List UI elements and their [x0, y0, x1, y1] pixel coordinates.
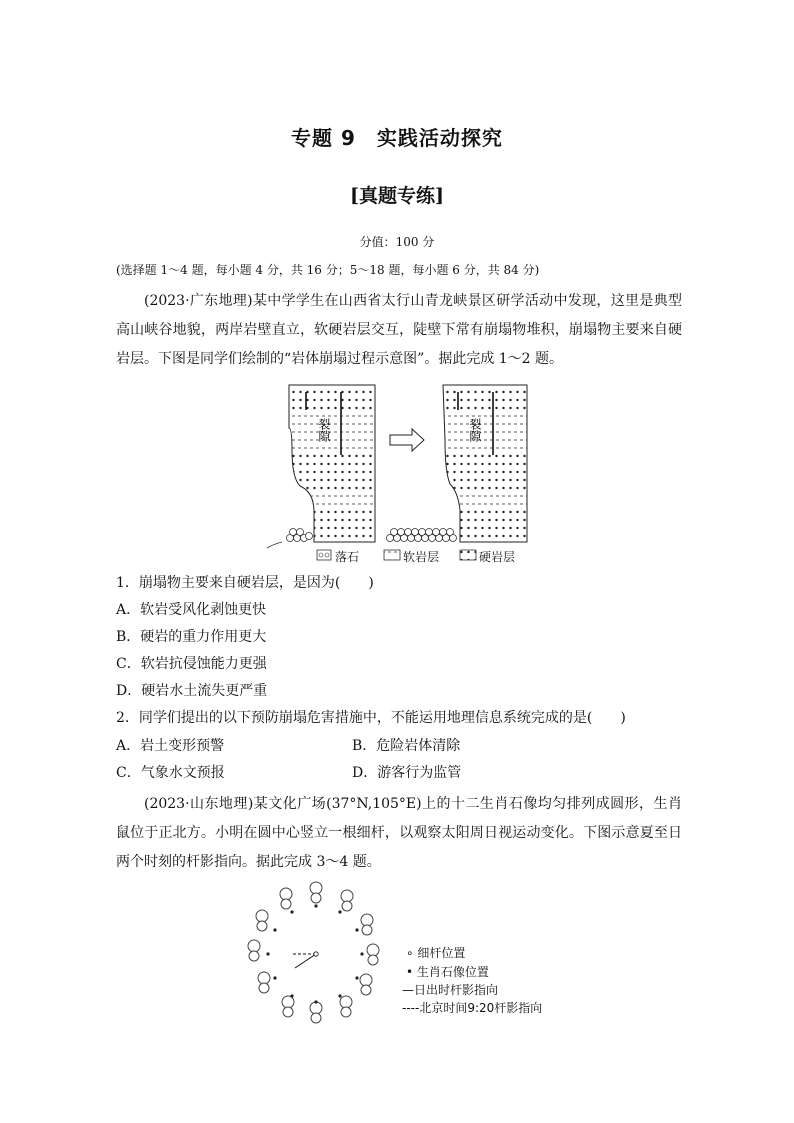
- passage-1: (2023·广东地理)某中学学生在山西省太行山青龙峡景区研学活动中发现，这里是典型高山峡谷地貌，两岸岩壁直立，软硬岩层交互，陡壁下常有崩塌物堆积，崩塌物主要来自硬岩层。下图是同学们绘制的“岩体崩塌过程示意图”。据此完成 1～2 题。: [116, 293, 682, 367]
- legend-beijing-shadow: [402, 999, 542, 1016]
- score-line: 分值：100 分: [359, 235, 435, 249]
- q1-option-a[interactable]: A．软岩受风化剥蚀更快: [116, 602, 267, 618]
- q1-option-b[interactable]: B．硬岩的重力作用更大: [116, 629, 267, 645]
- beijing-label: 北京时间9:20杆影指向: [419, 1001, 543, 1015]
- statue-icon: [258, 972, 270, 993]
- statue-icon: [361, 914, 373, 935]
- statue-icon: [367, 944, 379, 965]
- statue-icon: [310, 882, 322, 903]
- beijing-symbol: ----: [402, 1001, 420, 1015]
- statue-icon: [360, 974, 372, 995]
- zodiac-circle-diagram: [240, 878, 380, 1026]
- statue-icon: [340, 996, 352, 1017]
- statue-icon: [248, 940, 260, 961]
- q2-option-a[interactable]: A．岩土变形预警: [116, 738, 225, 754]
- passage-2: (2023·山东地理)某文化广场(37°N,105°E)上的十二生肖石像均匀排列成圆形，生肖鼠位于正北方。小明在圆中心竖立一根细杆，以观察太阳周日视运动变化。下图示意夏至日两个时刻的杆影指向。据此完成 3～4 题。: [116, 796, 682, 870]
- q1-option-c[interactable]: C．软岩抗侵蚀能力更强: [116, 656, 267, 672]
- rock-collapse-diagram: [262, 380, 542, 568]
- sunrise-symbol: —: [402, 983, 414, 997]
- legend-statue: [406, 963, 489, 980]
- crack-label-right: 裂隙: [468, 418, 482, 442]
- q1-option-d[interactable]: D．硬岩水土流失更严重: [116, 683, 268, 699]
- legend-pole: [406, 944, 465, 961]
- statue-icon: [282, 996, 294, 1017]
- sunrise-shadow-line: [295, 954, 316, 968]
- pole-symbol: ∘: [406, 946, 414, 960]
- crack-label-left: 裂隙: [317, 418, 331, 442]
- pole-marker: [314, 952, 318, 956]
- question-1-stem: 1．崩塌物主要来自硬岩层，是因为( ): [116, 575, 374, 591]
- rock-collapse-figure: [262, 380, 542, 568]
- legend-sunrise-shadow: [402, 981, 498, 998]
- pole-label: 细杆位置: [417, 946, 466, 960]
- legend-rockfall: 落石: [335, 550, 360, 564]
- legend-hard-layer: 硬岩层: [479, 550, 516, 564]
- sunrise-label: 日出时杆影指向: [414, 983, 499, 997]
- page-title: 专题 9 实践活动探究: [291, 126, 503, 150]
- q2-option-d[interactable]: D．游客行为监管: [352, 765, 462, 781]
- q2-option-b[interactable]: B．危险岩体清除: [352, 738, 461, 754]
- q2-option-c[interactable]: C．气象水文预报: [116, 765, 225, 781]
- zodiac-figure: [240, 878, 380, 1026]
- statue-icon: [341, 890, 353, 911]
- statue-symbol: •: [406, 965, 414, 979]
- question-2-stem: 2．同学们提出的以下预防崩塌危害措施中，不能运用地理信息系统完成的是( ): [116, 710, 626, 726]
- statue-label: 生肖石像位置: [416, 965, 489, 979]
- statue-icon: [256, 910, 268, 931]
- legend-soft-layer: 软岩层: [403, 550, 440, 564]
- section-subtitle: [真题专练]: [350, 185, 444, 207]
- statue-icon: [310, 1002, 322, 1023]
- scoring-note: (选择题 1～4 题，每小题 4 分，共 16 分；5～18 题，每小题 6 分，共 84 分): [116, 263, 540, 277]
- statue-icon: [280, 888, 292, 909]
